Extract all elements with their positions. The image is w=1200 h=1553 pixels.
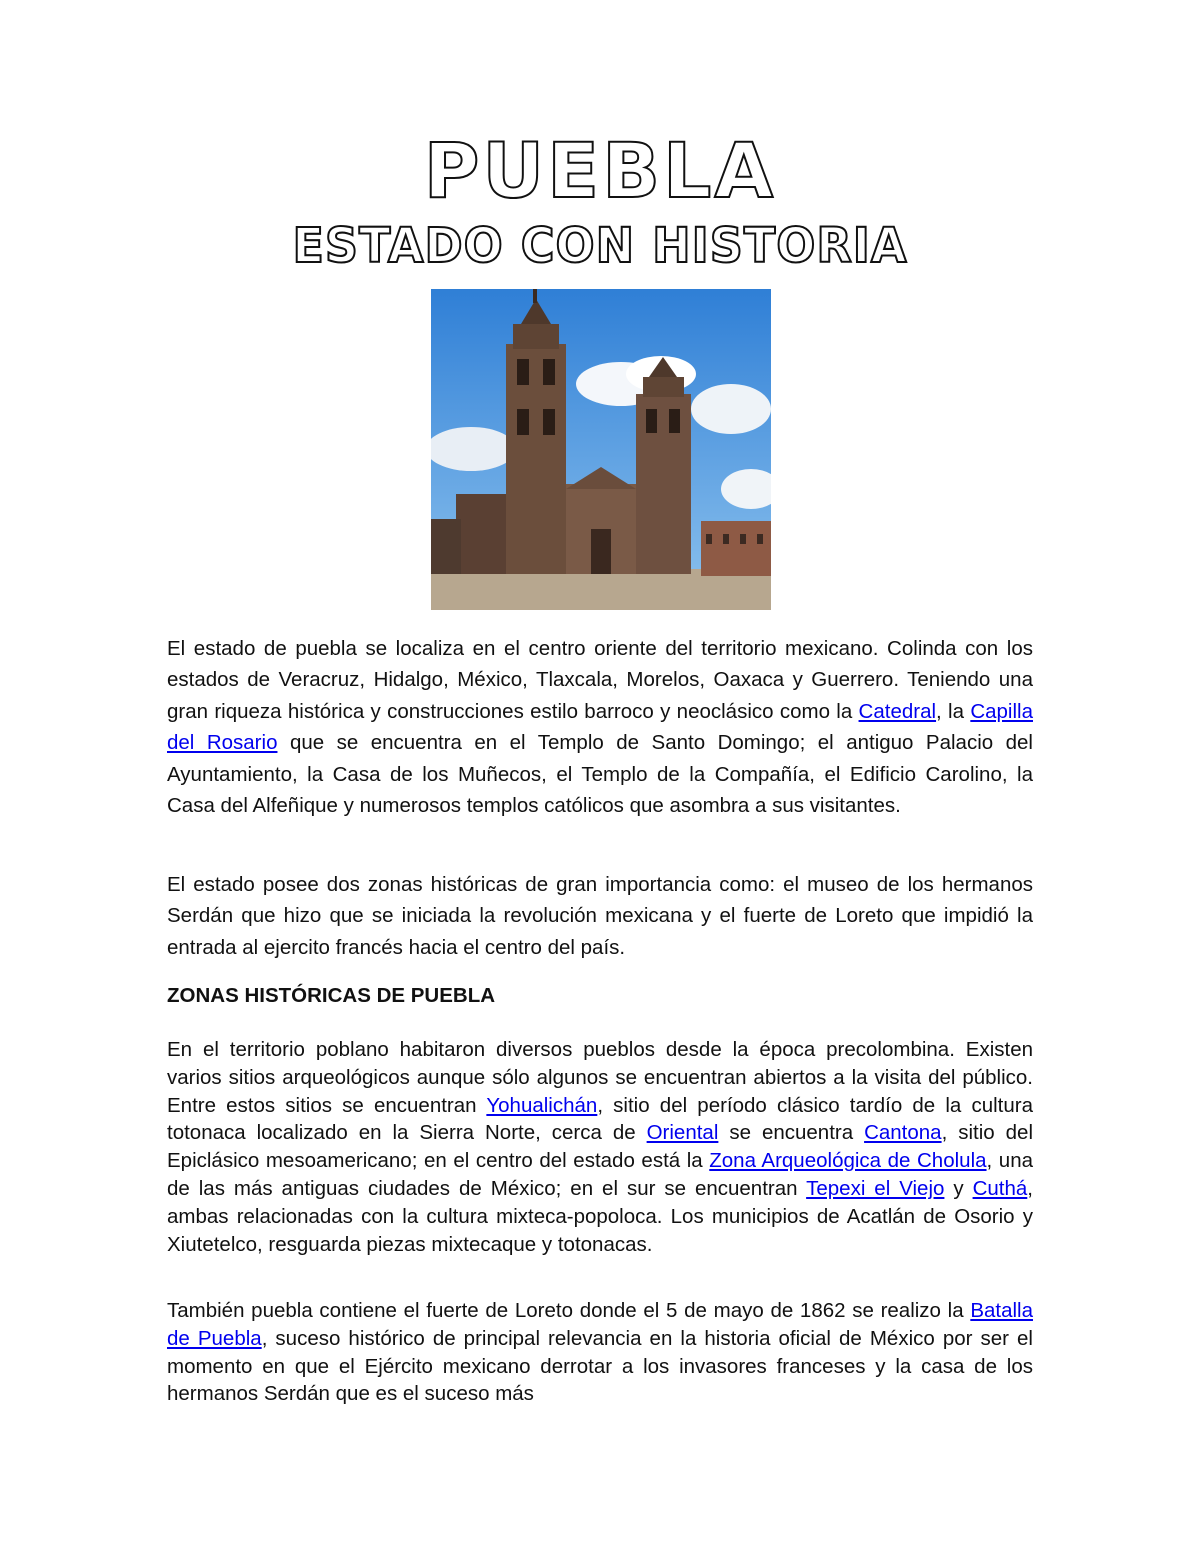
- paragraph-location: [167, 633, 1033, 821]
- link-oriental[interactable]: Oriental: [646, 1121, 719, 1145]
- section-heading: ZONAS HISTÓRICAS DE PUEBLA: [167, 984, 496, 1007]
- page-subtitle: ESTADO CON HISTORIA: [292, 216, 908, 274]
- paragraph-historic-zones: El estado posee dos zonas históricas de gran importancia como: el museo de los hermanos Serdán que hizo que se iniciada la revolución mexicana y el fuerte de Loreto que impidió la entrada al ejercito francés hacia el centro del país.: [167, 873, 1033, 959]
- paragraph-archaeology-text-7: , ambas relacionadas con la cultura mixteca-popoloca. Los municipios de Acatlán de Osorio y Xiutetelco, resguarda piezas mixtecaque y totonacas.: [167, 1176, 1033, 1256]
- paragraph-battle-text-2: , suceso histórico de principal relevancia en la historia oficial de México por ser el momento en que el Ejército mexicano derrotar a los invasores franceses y la casa de los hermanos Serdán que es el suceso más: [167, 1326, 1033, 1406]
- link-catedral[interactable]: Catedral: [858, 699, 937, 723]
- link-batalla-de-puebla[interactable]: Batalla de Puebla: [167, 1299, 1033, 1350]
- paragraph-archaeology-text-5: , una de las más antiguas ciudades de México; en el sur se encuentran: [167, 1149, 1033, 1200]
- paragraph-location-text-3: que se encuentra en el Templo de Santo Domingo; el antiguo Palacio del Ayuntamiento, la Casa de los Muñecos, el Templo de la Compañía, el Edificio Carolino, la Casa del Alfeñique y numerosos templos católicos que asombra a sus visitantes.: [167, 731, 1033, 818]
- paragraph-location-text-1: El estado de puebla se localiza en el centro oriente del territorio mexicano. Colinda con los estados de Veracruz, Hidalgo, México, Tlaxcala, Morelos, Oaxaca y Guerrero. Teniendo una gran riqueza histórica y construcciones estilo barroco y neoclásico como la: [167, 637, 1033, 723]
- link-yohualichan[interactable]: Yohualichán: [486, 1093, 598, 1117]
- paragraph-location-text-2: , la: [936, 699, 971, 723]
- paragraph-archaeology-text-2: , sitio del período clásico tardío de la cultura totonaca localizado en la Sierra Norte, cerca de: [167, 1093, 1033, 1145]
- link-tepexi-el-viejo[interactable]: Tepexi el Viejo: [806, 1176, 945, 1200]
- link-cantona[interactable]: Cantona: [864, 1121, 942, 1145]
- cathedral-photo: [431, 289, 771, 610]
- link-capilla-del-rosario[interactable]: Capilla del Rosario: [167, 699, 1033, 755]
- paragraph-battle-text-1: También puebla contiene el fuerte de Loreto donde el 5 de mayo de 1862 se realizo la: [167, 1299, 971, 1322]
- paragraph-archaeology: [167, 1036, 1033, 1258]
- page-title: PUEBLA: [423, 126, 777, 215]
- paragraph-archaeology-text-1: En el territorio poblano habitaron diversos pueblos desde la época precolombina. Existen varios sitios arqueológicos aunque sólo algunos se encuentran abiertos a la visita del público. Entre estos sitios se encuentran: [167, 1038, 1033, 1117]
- paragraph-battle: [167, 1297, 1033, 1408]
- paragraph-archaeology-text-6: y: [944, 1176, 973, 1200]
- paragraph-archaeology-text-4: , sitio del Epiclásico mesoamericano; en el centro del estado está la: [167, 1121, 1033, 1173]
- link-zona-arqueologica-cholula[interactable]: Zona Arqueológica de Cholula: [709, 1149, 987, 1173]
- paragraph-archaeology-text-3: se encuentra: [718, 1121, 865, 1145]
- link-cutha[interactable]: Cuthá: [972, 1176, 1028, 1200]
